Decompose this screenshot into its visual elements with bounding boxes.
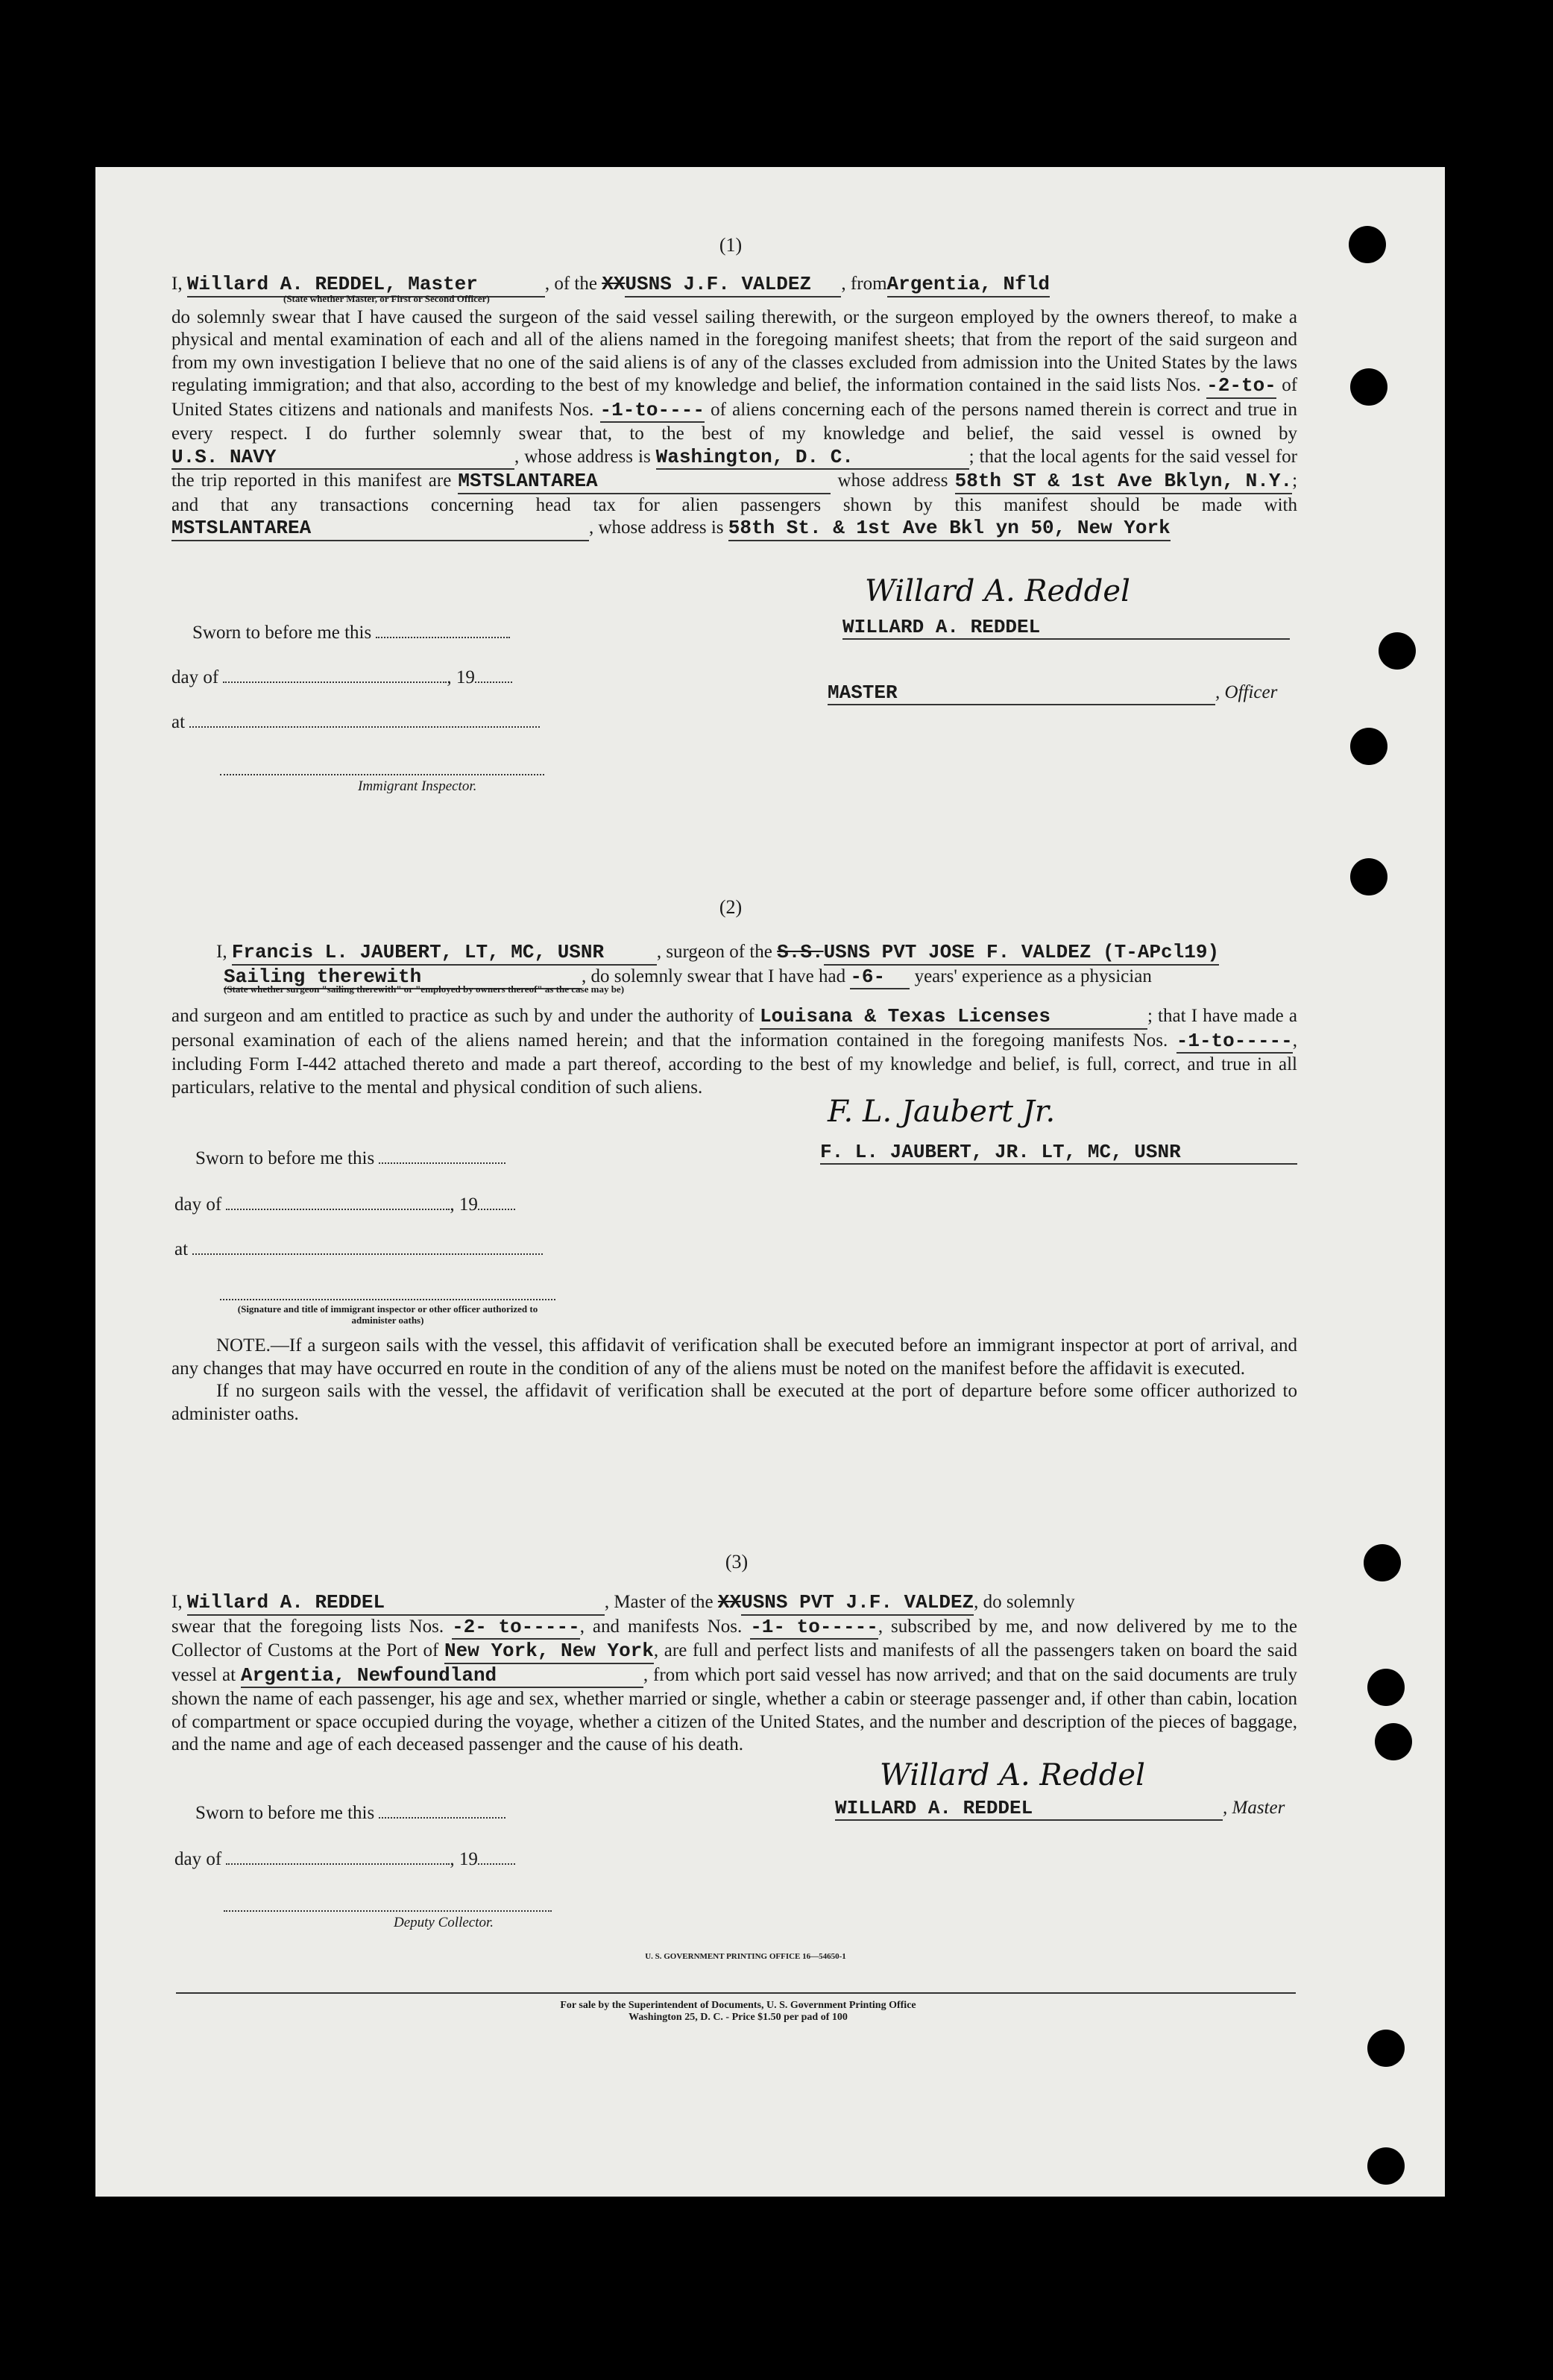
sailing-status: Sailing therewith — [224, 966, 582, 990]
at-line — [189, 726, 540, 728]
sworn-label: Sworn to before me this — [195, 1803, 375, 1823]
master-name: Willard A. REDDEL — [187, 1591, 605, 1616]
affidavit-text: ; and that any transactions concerning head tax for alien passengers shown by this manifest should be made with — [171, 470, 1298, 515]
note — [171, 1335, 1297, 1426]
punch-hole — [1367, 2030, 1405, 2067]
inspector-line — [220, 774, 544, 775]
affidavit-text: , whose address is — [514, 446, 651, 467]
section-number: (2) — [719, 896, 743, 918]
inspector-label: Immigrant Inspector. — [358, 778, 477, 794]
field-hint: (State whether surgeon "sailing therewith" or "employed by owners thereof" as the case may be) — [224, 983, 625, 995]
affidavit-text: of United States citizens and nationals and manifests Nos. — [171, 375, 1298, 420]
day-of-label: day of — [174, 1194, 222, 1215]
sworn-line — [376, 637, 510, 638]
swear-text: , do solemnly — [974, 1592, 1075, 1612]
ss-strike: XX — [602, 273, 626, 295]
at-line — [192, 1253, 543, 1255]
note-text-2: If no surgeon sails with the vessel, the affidavit of verification shall be executed at the port of departure before some officer authorized to administer oaths. — [171, 1381, 1297, 1424]
day-of-label: day of — [174, 1849, 222, 1869]
affidavit-text: of aliens concerning each of the persons named therein is correct and true in every respect. I do further solemnly swear that, to the best of my knowledge and belief, the said vessel is owned by — [171, 399, 1297, 444]
pronoun: I, — [171, 1592, 183, 1612]
day-line — [223, 681, 447, 683]
signer-name: WILLARD A. REDDEL — [835, 1797, 1223, 1821]
surgeon-signer: F. L. JAUBERT, JR. LT, MC, USNR — [820, 1141, 1297, 1165]
affidavit-text: , including Form I-442 attached thereto and made a part thereof, according to the best of my knowledge and belief, is full, correct, and true in all particulars, relative to the mental and physical condition of such aliens. — [171, 1030, 1298, 1098]
affidavit-text: ; that the local agents for the said vessel for the trip reported in this manifest are — [171, 446, 1298, 491]
gpo-line: U. S. GOVERNMENT PRINTING OFFICE 16—54650-1 — [645, 1952, 846, 1961]
day-line — [226, 1863, 450, 1865]
ss-strike: XX — [717, 1591, 742, 1614]
license-authority: Louisana & Texas Licenses — [760, 1005, 1147, 1030]
punch-hole — [1364, 1544, 1401, 1581]
arrival-port: New York, New York — [444, 1640, 654, 1664]
note-text: NOTE.—If a surgeon sails with the vessel, this affidavit of verification shall be executed before an immigrant inspector at port of arrival, and any changes that may have occurred en route in the condition of any of the aliens must be noted on the manifest before the affidavit is executed. — [171, 1335, 1297, 1379]
surgeon-affidavit-body — [171, 1005, 1297, 1099]
affidavit-text: , whose address is — [589, 517, 724, 538]
at-label: at — [174, 1239, 189, 1259]
footer-rule — [176, 1992, 1296, 1994]
surgeon-affidavit — [171, 941, 1335, 995]
officer-title: MASTER — [828, 681, 1215, 705]
of-the-label: , of the — [544, 274, 597, 294]
vessel-owner: U.S. NAVY — [171, 446, 514, 470]
punch-hole — [1367, 2147, 1405, 2185]
departure-port: Argentia, Nfld — [887, 273, 1050, 298]
master-signature: Willard A. Reddel — [880, 1758, 1145, 1792]
master-signature: Willard A. Reddel — [865, 574, 1130, 608]
vessel-name: USNS PVT JOSE F. VALDEZ (T-APcl19) — [824, 941, 1220, 966]
agents-address: 58th ST & 1st Ave Bklyn, N.Y. — [955, 470, 1292, 494]
vessel-name: USNS J.F. VALDEZ — [625, 273, 841, 298]
footer-sale — [447, 2000, 1029, 2024]
affidavit-text: whose address — [837, 470, 948, 491]
affidavit-text: swear that the foregoing lists Nos. — [171, 1616, 444, 1637]
sworn-label: Sworn to before me this — [192, 623, 372, 643]
inspector-line — [220, 1299, 555, 1300]
punch-hole — [1349, 226, 1386, 263]
manifest-nos: -1-to---- — [600, 399, 705, 424]
vessel-name: USNS PVT J.F. VALDEZ — [741, 1591, 974, 1616]
from-label: , from — [841, 274, 887, 294]
price-text: Washington 25, D. C. - Price $1.50 per pad of 100 — [629, 2012, 848, 2023]
punch-hole — [1350, 858, 1387, 895]
punch-hole — [1367, 1669, 1405, 1706]
sworn-label: Sworn to before me this — [195, 1148, 375, 1168]
surgeon-of-label: , surgeon of the — [656, 942, 772, 962]
sworn-line — [379, 1817, 505, 1819]
master-label: , Master — [1223, 1798, 1285, 1818]
lists-nos: -2- to----- — [452, 1616, 580, 1640]
head-tax-address: 58th St. & 1st Ave Bkl yn 50, New York — [728, 517, 1171, 541]
affidavit-text: years' experience as a physician — [914, 966, 1152, 986]
sworn-line — [379, 1162, 505, 1164]
year-label: , 19 — [450, 1194, 478, 1215]
origin-port: Argentia, Newfoundland — [241, 1664, 643, 1689]
local-agents: MSTSLANTAREA — [458, 470, 831, 494]
master-of-label: , Master of the — [604, 1592, 714, 1612]
collector-line — [224, 1910, 552, 1912]
year-line — [478, 1209, 515, 1210]
ss-strike: S.S. — [777, 941, 824, 963]
section-number: (3) — [725, 1551, 749, 1572]
affidavit-text: , are full and perfect lists and manifests of all the passengers taken on board the said vessel at — [171, 1640, 1298, 1685]
field-hint: (State whether Master, or First or Second Officer) — [283, 292, 490, 304]
delivery-affidavit — [171, 1591, 1297, 1757]
affidavit-text: , and manifests Nos. — [579, 1616, 743, 1637]
manifests-nos: -1- to----- — [750, 1616, 878, 1640]
collector-label: Deputy Collector. — [394, 1915, 494, 1930]
master-name: Willard A. REDDEL, Master — [187, 273, 545, 298]
year-label: , 19 — [447, 667, 475, 687]
punch-hole — [1350, 368, 1387, 406]
affidavit-text: and surgeon and am entitled to practice as such by and under the authority of — [171, 1006, 755, 1026]
swear-text: , do solemnly swear that I have had — [582, 966, 846, 986]
year-line — [475, 681, 512, 683]
inspector-hint: (Signature and title of immigrant inspector or other officer authorized to administer oaths) — [237, 1303, 538, 1326]
master-affidavit — [171, 273, 1297, 541]
pronoun: I, — [171, 274, 183, 294]
section-number: (1) — [719, 234, 743, 256]
affidavit-text: ; that I have made a personal examination of each of the aliens named herein; and that the information contained in the foregoing manifests Nos. — [171, 1006, 1298, 1051]
punch-hole — [1350, 728, 1387, 765]
sale-text: For sale by the Superintendent of Documents, U. S. Government Printing Office — [560, 2000, 916, 2011]
affidavit-text: , from which port said vessel has now arrived; and that on the said documents are truly shown the name of each passenger, his age and sex, whether married or single, whether a cabin or steerage passenger and, if other than cabin, location of compartment or space occupied during the voyage, whether a citizen of the United States, and the number and description of the pieces of baggage, and the name and age of each deceased passenger and the cause of his death. — [171, 1664, 1298, 1754]
signer-name: WILLARD A. REDDEL — [842, 616, 1290, 640]
pronoun: I, — [216, 942, 227, 962]
affidavit-text: do solemnly swear that I have caused the surgeon of the said vessel sailing therewith, or the surgeon employed by the owners thereof, to make a physical and mental examination of each and all of the aliens named in the foregoing manifest sheets; that from the report of the said surgeon and from my own investigation I believe that no one of the said aliens is of any of the classes excluded from admission into the United States by the laws regulating immigration; and that also, according to the best of my knowledge and belief, the information contained in the said lists Nos. — [171, 306, 1297, 395]
punch-hole — [1375, 1723, 1412, 1760]
year-line — [478, 1863, 515, 1865]
owner-address: Washington, D. C. — [656, 446, 969, 470]
head-tax-agent: MSTSLANTAREA — [171, 517, 589, 541]
years-experience: -6- — [850, 966, 910, 990]
surgeon-name: Francis L. JAUBERT, LT, MC, USNR — [232, 941, 657, 966]
year-label: , 19 — [450, 1849, 478, 1869]
lists-nos: -2-to- — [1206, 374, 1276, 399]
officer-label: , Officer — [1215, 682, 1278, 702]
manifests-nos: -1-to----- — [1176, 1030, 1293, 1054]
punch-hole — [1379, 632, 1416, 670]
day-line — [226, 1209, 450, 1210]
surgeon-signature: F. L. Jaubert Jr. — [828, 1095, 1056, 1129]
at-label: at — [171, 712, 186, 732]
affidavit-text: , subscribed by me, and now delivered by me to the Collector of Customs at the Port of — [171, 1616, 1297, 1660]
day-of-label: day of — [171, 667, 219, 687]
